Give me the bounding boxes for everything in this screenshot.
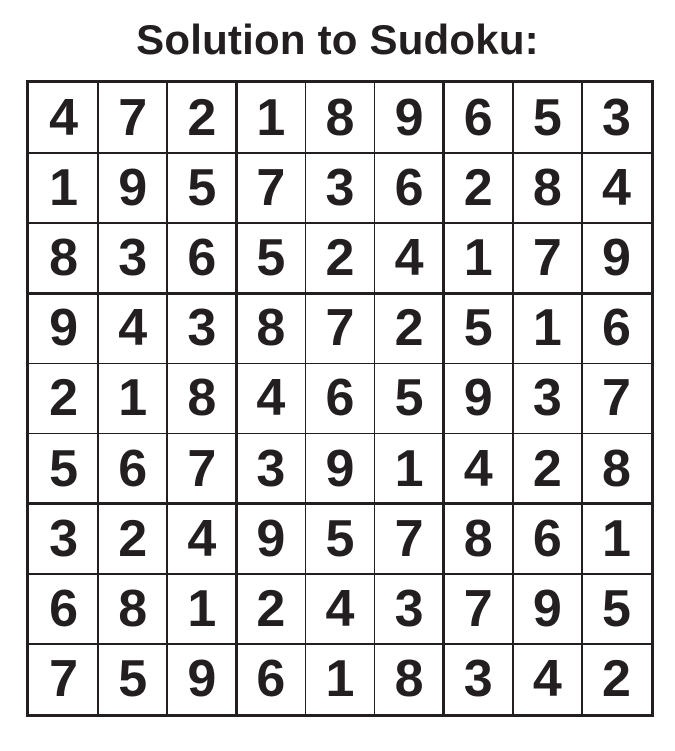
- cell-r9-c5: 1: [325, 649, 355, 708]
- cell-r1-c2: 7: [118, 89, 148, 148]
- cell-r7-c6: 7: [394, 509, 424, 568]
- cell-r3-c4: 5: [256, 229, 286, 288]
- cell-r2-c2: 9: [118, 159, 148, 218]
- cell-r6-c8: 2: [532, 439, 562, 498]
- cell-r5-c8: 3: [532, 369, 562, 428]
- cell-r1-c1: 4: [49, 89, 79, 148]
- cell-r6-c3: 7: [187, 439, 217, 498]
- cell-r1-c5: 8: [325, 89, 355, 148]
- cell-r3-c8: 7: [532, 229, 562, 288]
- cell-r8-c2: 8: [118, 579, 148, 638]
- cell-r2-c5: 3: [325, 159, 355, 218]
- cell-r2-c7: 2: [463, 159, 493, 218]
- cell-r8-c3: 1: [187, 579, 217, 638]
- cell-r3-c3: 6: [187, 229, 217, 288]
- cell-r6-c5: 9: [325, 439, 355, 498]
- cell-r8-c5: 4: [325, 579, 355, 638]
- cell-r3-c2: 3: [118, 229, 148, 288]
- cell-r4-c5: 7: [325, 299, 355, 358]
- cell-r2-c9: 4: [601, 159, 631, 218]
- cell-r9-c8: 4: [532, 649, 562, 708]
- cell-r3-c9: 9: [601, 229, 631, 288]
- cell-r9-c3: 9: [187, 649, 217, 708]
- cell-r4-c2: 4: [118, 299, 148, 358]
- cell-r4-c3: 3: [187, 299, 217, 358]
- cell-r3-c5: 2: [325, 229, 355, 288]
- cell-r2-c4: 7: [256, 159, 286, 218]
- cell-r5-c7: 9: [463, 369, 493, 428]
- cell-r2-c8: 8: [532, 159, 562, 218]
- cell-r5-c5: 6: [325, 369, 355, 428]
- cell-r5-c2: 1: [118, 369, 148, 428]
- cell-r2-c6: 6: [394, 159, 424, 218]
- cell-r1-c7: 6: [463, 89, 493, 148]
- cell-r5-c1: 2: [49, 369, 79, 428]
- cell-r4-c8: 1: [532, 299, 562, 358]
- cell-r9-c4: 6: [256, 649, 286, 708]
- cell-r9-c6: 8: [394, 649, 424, 708]
- cell-r9-c1: 7: [49, 649, 79, 708]
- cell-r1-c4: 1: [256, 89, 286, 148]
- cell-r8-c9: 5: [601, 579, 631, 638]
- cell-r4-c1: 9: [49, 299, 79, 358]
- sudoku-grid: [26, 80, 654, 717]
- cell-r3-c6: 4: [394, 229, 424, 288]
- cell-r8-c1: 6: [49, 579, 79, 638]
- cell-r7-c4: 9: [256, 509, 286, 568]
- cell-r1-c9: 3: [601, 89, 631, 148]
- cell-r6-c2: 6: [118, 439, 148, 498]
- cell-r9-c9: 2: [601, 649, 631, 708]
- cell-r7-c8: 6: [532, 509, 562, 568]
- cell-r6-c1: 5: [49, 439, 79, 498]
- cell-r1-c8: 5: [532, 89, 562, 148]
- cell-r4-c9: 6: [601, 299, 631, 358]
- cell-r8-c7: 7: [463, 579, 493, 638]
- cell-r8-c6: 3: [394, 579, 424, 638]
- cell-r6-c6: 1: [394, 439, 424, 498]
- cell-r4-c4: 8: [256, 299, 286, 358]
- cell-r6-c9: 8: [601, 439, 631, 498]
- cell-r2-c3: 5: [187, 159, 217, 218]
- cell-r7-c3: 4: [187, 509, 217, 568]
- cell-r5-c6: 5: [394, 369, 424, 428]
- cell-r5-c4: 4: [256, 369, 286, 428]
- cell-r7-c7: 8: [463, 509, 493, 568]
- cell-r5-c9: 7: [601, 369, 631, 428]
- cell-r7-c5: 5: [325, 509, 355, 568]
- cell-r4-c7: 5: [463, 299, 493, 358]
- cell-r3-c7: 1: [463, 229, 493, 288]
- cell-r9-c2: 5: [118, 649, 148, 708]
- cell-r4-c6: 2: [394, 299, 424, 358]
- cell-r3-c1: 8: [49, 229, 79, 288]
- cell-r7-c9: 1: [601, 509, 631, 568]
- cell-r9-c7: 3: [463, 649, 493, 708]
- page-title: Solution to Sudoku:: [136, 16, 539, 63]
- cell-r6-c4: 3: [256, 439, 286, 498]
- cell-r6-c7: 4: [463, 439, 493, 498]
- cell-r2-c1: 1: [49, 159, 79, 218]
- cell-r8-c4: 2: [256, 579, 286, 638]
- cell-r1-c6: 9: [394, 89, 424, 148]
- cell-r8-c8: 9: [532, 579, 562, 638]
- cell-r7-c2: 2: [118, 509, 148, 568]
- cell-r5-c3: 8: [187, 369, 217, 428]
- cell-r1-c3: 2: [187, 89, 217, 148]
- cell-r7-c1: 3: [49, 509, 79, 568]
